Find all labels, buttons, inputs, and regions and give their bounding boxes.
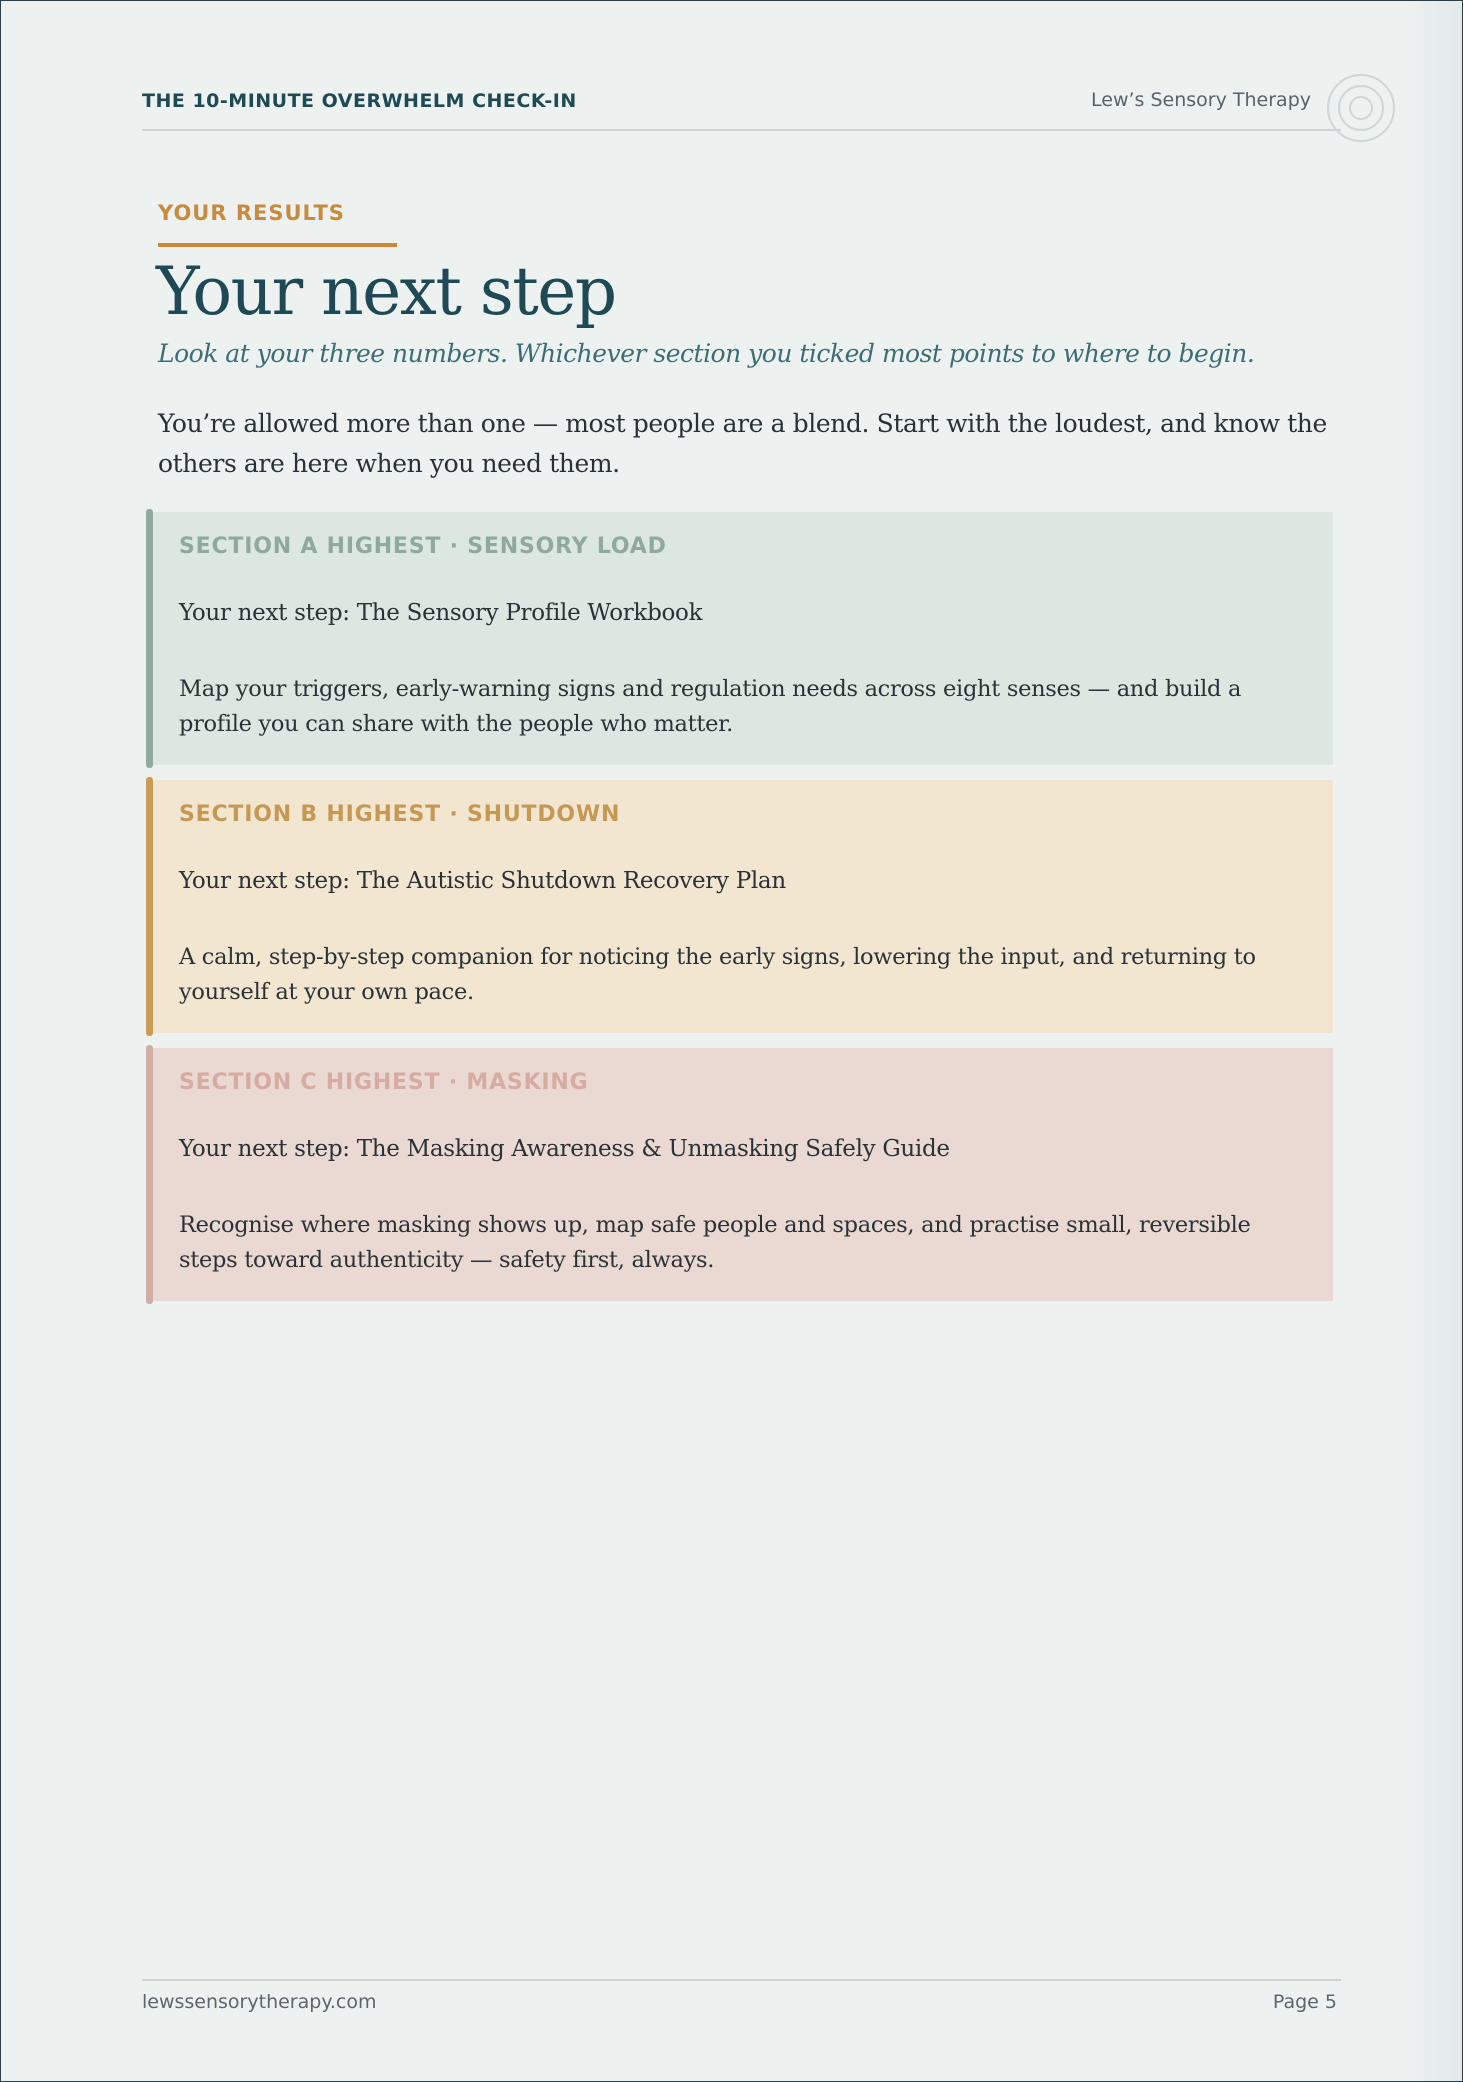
brand-name: Lew’s Sensory Therapy: [1091, 89, 1311, 111]
card-description: Recognise where masking shows up, map safe people and spaces, and practise small, reversible steps toward authenticity — safety first, always.: [179, 1212, 1251, 1273]
footer-website: lewssensorytherapy.com: [142, 1991, 377, 2013]
result-card-section-b: [146, 780, 1333, 1033]
card-description: Map your triggers, early-warning signs and regulation needs across eight senses — and build a profile you can share with the people who matter.: [179, 676, 1242, 737]
page-number: Page 5: [1272, 1991, 1337, 2013]
intro-paragraph: You’re allowed more than one — most people are a blend. Start with the loudest, and know the others are here when you need them.: [158, 409, 1327, 478]
concentric-circles-icon: [1326, 73, 1396, 143]
section-eyebrow: YOUR RESULTS: [158, 201, 345, 225]
card-label: SECTION C HIGHEST · MASKING: [179, 1070, 589, 1095]
document-title: THE 10-MINUTE OVERWHELM CHECK-IN: [142, 90, 577, 112]
card-next-step: Your next step: The Autistic Shutdown Recovery Plan: [179, 868, 786, 894]
card-next-step: Your next step: The Sensory Profile Workbook: [179, 600, 703, 626]
card-accent-bar: [146, 777, 153, 1036]
result-card-section-c: [146, 1048, 1333, 1301]
card-description: A calm, step-by-step companion for noticing the early signs, lowering the input, and returning to yourself at your own pace.: [179, 944, 1256, 1005]
document-header: [142, 87, 1341, 131]
page-edge-shade: [1402, 1, 1462, 2081]
card-next-step: Your next step: The Masking Awareness & Unmasking Safely Guide: [179, 1136, 950, 1162]
card-accent-bar: [146, 509, 153, 768]
eyebrow-underline: [158, 243, 397, 247]
footer-divider: [142, 1979, 1341, 1981]
page-title: Your next step: [156, 253, 616, 330]
result-card-section-a: [146, 512, 1333, 765]
card-label: SECTION B HIGHEST · SHUTDOWN: [179, 802, 621, 827]
page-subtitle: Look at your three numbers. Whichever section you ticked most points to where to begin.: [158, 339, 1255, 368]
card-accent-bar: [146, 1045, 153, 1304]
card-label: SECTION A HIGHEST · SENSORY LOAD: [179, 534, 667, 559]
